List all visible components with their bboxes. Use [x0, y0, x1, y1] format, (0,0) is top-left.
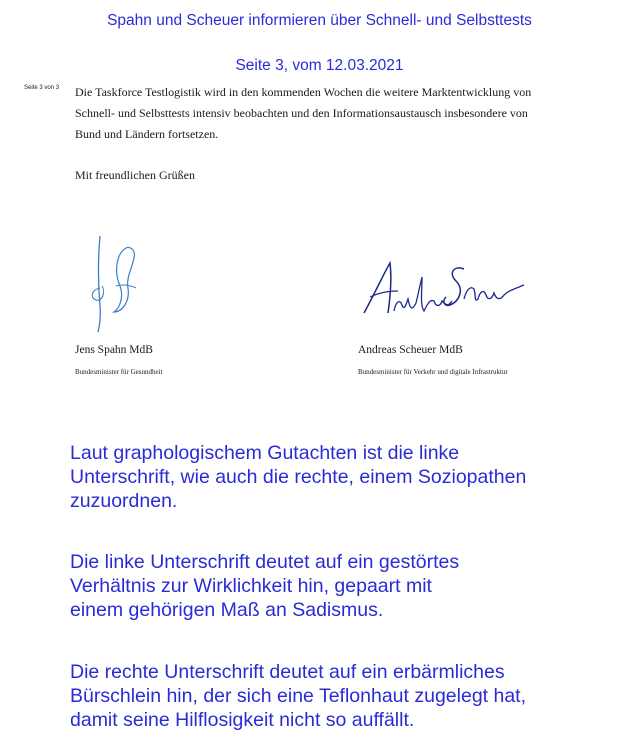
signature-spahn [86, 228, 156, 338]
commentary-line: Verhältnis zur Wirklichkeit hin, gepaart mit [70, 575, 432, 597]
commentary-line: Unterschrift, wie auch die rechte, einem Soziopathen [70, 466, 527, 488]
signatory-role-left: Bundesminister für Gesundheit [75, 368, 163, 376]
commentary-line: damit seine Hilflosigkeit nicht so auffällt. [70, 709, 415, 731]
document-header-title: Spahn und Scheuer informieren über Schnell- und Selbsttests [107, 12, 532, 29]
signatory-role-right: Bundesminister für Verkehr und digitale Infrastruktur [358, 368, 508, 376]
commentary-paragraph-3 [70, 660, 630, 732]
commentary-line: Laut graphologischem Gutachten ist die linke [70, 442, 460, 464]
commentary-line: Die rechte Unterschrift deutet auf ein erbärmliches [70, 661, 505, 683]
document-header-subtitle: Seite 3, vom 12.03.2021 [235, 57, 404, 74]
commentary-line: Bürschlein hin, der sich eine Teflonhaut zugelegt hat, [70, 685, 527, 707]
commentary-paragraph-2 [70, 550, 630, 622]
page-marker: Seite 3 von 3 [24, 85, 60, 91]
letter-body-line: Die Taskforce Testlogistik wird in den kommenden Wochen die weitere Marktentwicklung von [75, 85, 532, 99]
signature-scheuer [360, 255, 530, 325]
letter-body-line: Schnell- und Selbsttests intensiv beobachten und den Informationsaustausch insbesondere von [75, 106, 528, 120]
commentary-paragraph-1 [70, 441, 630, 513]
letter-body [75, 82, 615, 145]
commentary-line: zuzuordnen. [70, 490, 178, 512]
signatory-name-left: Jens Spahn MdB [75, 344, 153, 356]
letter-closing: Mit freundlichen Grüßen [75, 168, 195, 182]
commentary-line: einem gehörigen Maß an Sadismus. [70, 599, 384, 621]
commentary-line: Die linke Unterschrift deutet auf ein gestörtes [70, 551, 460, 573]
letter-body-line: Bund und Ländern fortsetzen. [75, 127, 219, 141]
signatory-name-right: Andreas Scheuer MdB [358, 344, 463, 356]
